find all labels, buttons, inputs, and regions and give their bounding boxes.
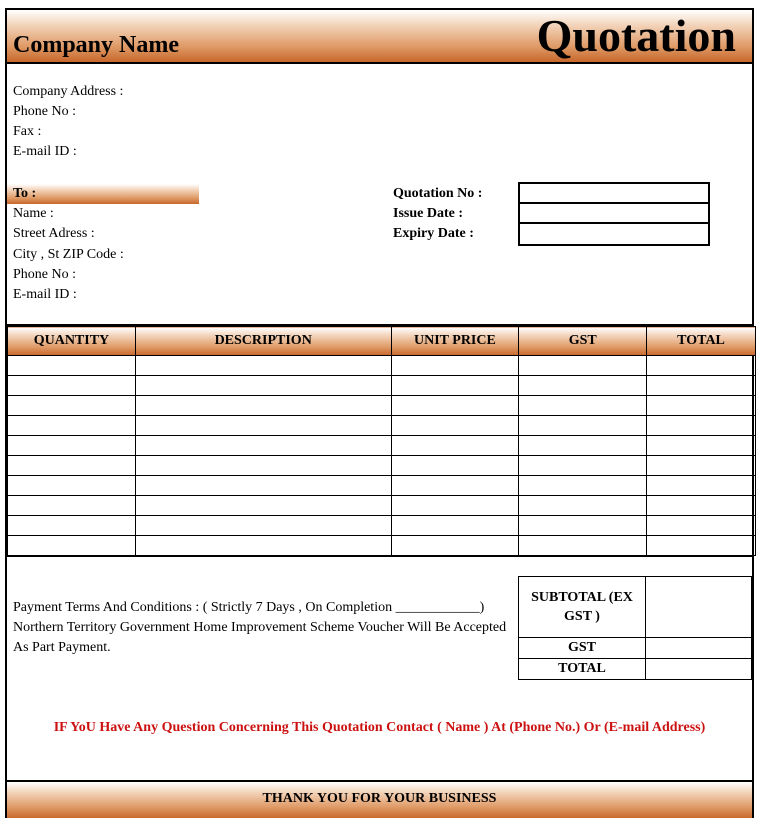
gst-label: GST: [519, 638, 646, 659]
table-cell[interactable]: [8, 536, 136, 556]
table-cell[interactable]: [391, 496, 519, 516]
company-name[interactable]: Company Name: [13, 32, 179, 58]
table-cell[interactable]: [135, 396, 391, 416]
table-row: [8, 416, 756, 436]
table-cell[interactable]: [391, 376, 519, 396]
subtotal-label: SUBTOTAL (EX GST ): [519, 577, 646, 638]
table-cell[interactable]: [135, 436, 391, 456]
table-cell[interactable]: [135, 456, 391, 476]
table-cell[interactable]: [647, 416, 756, 436]
table-cell[interactable]: [519, 396, 647, 416]
table-cell[interactable]: [391, 436, 519, 456]
quotation-no-label: Quotation No :: [393, 186, 483, 201]
table-cell[interactable]: [391, 396, 519, 416]
table-cell[interactable]: [647, 516, 756, 536]
table-cell[interactable]: [647, 496, 756, 516]
total-value[interactable]: [646, 659, 752, 680]
table-cell[interactable]: [647, 456, 756, 476]
table-cell[interactable]: [391, 476, 519, 496]
table-cell[interactable]: [519, 436, 647, 456]
table-cell[interactable]: [519, 456, 647, 476]
table-cell[interactable]: [135, 376, 391, 396]
company-address-label: Company Address :: [13, 84, 124, 99]
table-row: [8, 396, 756, 416]
header-bar: [7, 10, 752, 62]
table-row: [8, 476, 756, 496]
table-cell[interactable]: [519, 516, 647, 536]
to-label: To :: [13, 186, 37, 201]
quotation-document: [5, 8, 754, 818]
table-row: [8, 356, 756, 376]
table-cell[interactable]: [8, 376, 136, 396]
table-cell[interactable]: [135, 356, 391, 376]
total-header: TOTAL: [647, 327, 756, 356]
table-cell[interactable]: [647, 436, 756, 456]
company-phone-label: Phone No :: [13, 104, 76, 119]
footer-bar: [7, 780, 752, 818]
items-table: [7, 326, 756, 556]
client-email-label: E-mail ID :: [13, 287, 77, 302]
table-cell[interactable]: [647, 356, 756, 376]
table-bottom-divider: [7, 555, 752, 557]
to-section-bar: [7, 184, 199, 204]
table-cell[interactable]: [647, 476, 756, 496]
table-cell[interactable]: [519, 376, 647, 396]
table-cell[interactable]: [135, 476, 391, 496]
table-cell[interactable]: [8, 396, 136, 416]
table-cell[interactable]: [135, 416, 391, 436]
table-cell[interactable]: [135, 496, 391, 516]
table-cell[interactable]: [647, 376, 756, 396]
payment-terms: Payment Terms And Conditions : ( Strictly 7 Days , On Completion ____________) Northern Territory Government Home Improvement Scheme Voucher Will Be Accepted As Part Payment.: [13, 600, 507, 655]
table-cell[interactable]: [519, 356, 647, 376]
table-header-row: [8, 327, 756, 356]
table-cell[interactable]: [519, 416, 647, 436]
unit-price-header: UNIT PRICE: [391, 327, 519, 356]
description-header: DESCRIPTION: [135, 327, 391, 356]
client-street-label: Street Adress :: [13, 226, 95, 241]
expiry-date-label: Expiry Date :: [393, 226, 474, 241]
table-cell[interactable]: [519, 536, 647, 556]
client-name-label: Name :: [13, 206, 54, 221]
table-cell[interactable]: [8, 416, 136, 436]
table-row: [8, 436, 756, 456]
quotation-no-field[interactable]: [518, 182, 710, 204]
subtotal-value[interactable]: [646, 577, 752, 638]
quantity-header: QUANTITY: [8, 327, 136, 356]
table-cell[interactable]: [8, 476, 136, 496]
client-phone-label: Phone No :: [13, 267, 76, 282]
table-cell[interactable]: [135, 536, 391, 556]
table-cell[interactable]: [647, 396, 756, 416]
thank-you-message: THANK YOU FOR YOUR BUSINESS: [262, 791, 497, 806]
table-cell[interactable]: [391, 456, 519, 476]
table-row: [8, 376, 756, 396]
table-cell[interactable]: [391, 536, 519, 556]
contact-note: IF YoU Have Any Question Concerning This Quotation Contact ( Name ) At (Phone No.) Or (E-mail Address): [53, 720, 706, 735]
table-cell[interactable]: [519, 496, 647, 516]
table-row: [8, 536, 756, 556]
table-cell[interactable]: [8, 496, 136, 516]
company-fax-label: Fax :: [13, 124, 42, 139]
gst-value[interactable]: [646, 638, 752, 659]
table-cell[interactable]: [8, 456, 136, 476]
table-cell[interactable]: [135, 516, 391, 536]
issue-date-field[interactable]: [518, 204, 710, 224]
gst-header: GST: [519, 327, 647, 356]
company-email-label: E-mail ID :: [13, 144, 77, 159]
expiry-date-field[interactable]: [518, 224, 710, 246]
table-cell[interactable]: [8, 516, 136, 536]
table-cell[interactable]: [391, 356, 519, 376]
table-cell[interactable]: [647, 536, 756, 556]
table-cell[interactable]: [391, 416, 519, 436]
client-city-label: City , St ZIP Code :: [13, 247, 124, 262]
header-divider: [7, 62, 752, 64]
issue-date-label: Issue Date :: [393, 206, 463, 221]
table-cell[interactable]: [519, 476, 647, 496]
table-cell[interactable]: [8, 436, 136, 456]
table-row: [8, 496, 756, 516]
total-label: TOTAL: [519, 659, 646, 680]
document-title: Quotation: [536, 10, 736, 61]
table-row: [8, 516, 756, 536]
table-cell[interactable]: [391, 516, 519, 536]
table-cell[interactable]: [8, 356, 136, 376]
totals-table: [518, 576, 752, 680]
table-row: [8, 456, 756, 476]
